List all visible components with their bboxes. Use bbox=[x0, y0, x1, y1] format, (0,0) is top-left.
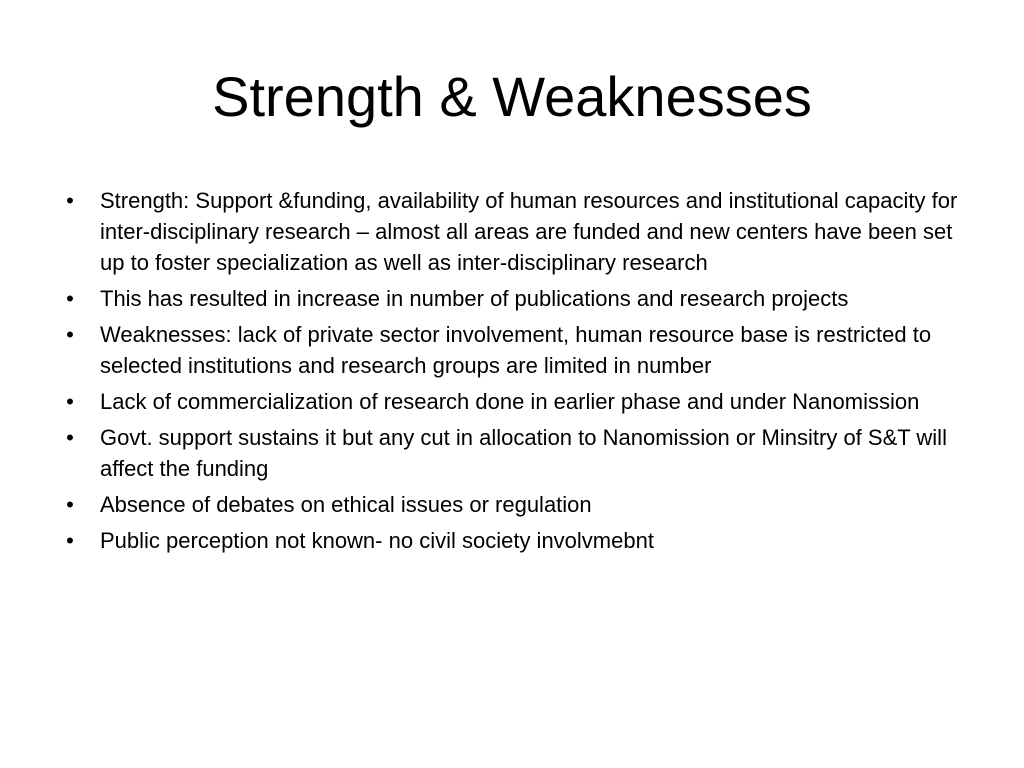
bullet-item-public-perception bbox=[60, 525, 980, 556]
bullet-text: Lack of commercialization of research done in earlier phase and under Nanomission bbox=[100, 389, 920, 414]
bullet-point-icon: • bbox=[66, 528, 74, 553]
bullet-point-icon: • bbox=[66, 492, 74, 517]
bullet-text: Govt. support sustains it but any cut in allocation to Nanomission or Minsitry of S&T will affect the funding bbox=[100, 425, 947, 481]
bullet-point-icon: • bbox=[66, 389, 74, 414]
bullet-text: Absence of debates on ethical issues or regulation bbox=[100, 492, 592, 517]
bullet-item-strength bbox=[60, 185, 980, 278]
bullet-item-publications bbox=[60, 283, 980, 314]
bullet-item-govt-support bbox=[60, 422, 980, 484]
bullet-point-icon: • bbox=[66, 425, 74, 450]
bullet-list bbox=[60, 185, 980, 561]
slide-title: Strength & Weaknesses bbox=[212, 65, 812, 128]
bullet-item-ethics bbox=[60, 489, 980, 520]
bullet-point-icon: • bbox=[66, 322, 74, 347]
bullet-text: Strength: Support &funding, availability of human resources and institutional capacity for inter-disciplinary research – almost all areas are funded and new centers have been set up to foster specialization as well as inter-disciplinary research bbox=[100, 188, 958, 275]
bullet-point-icon: • bbox=[66, 188, 74, 213]
bullet-text: This has resulted in increase in number of publications and research projects bbox=[100, 286, 849, 311]
bullet-item-weaknesses bbox=[60, 319, 980, 381]
bullet-item-commercialization bbox=[60, 386, 980, 417]
bullet-text: Weaknesses: lack of private sector involvement, human resource base is restricted to selected institutions and research groups are limited in number bbox=[100, 322, 932, 378]
bullet-text: Public perception not known- no civil society involvmebnt bbox=[100, 528, 654, 553]
bullet-point-icon: • bbox=[66, 286, 74, 311]
